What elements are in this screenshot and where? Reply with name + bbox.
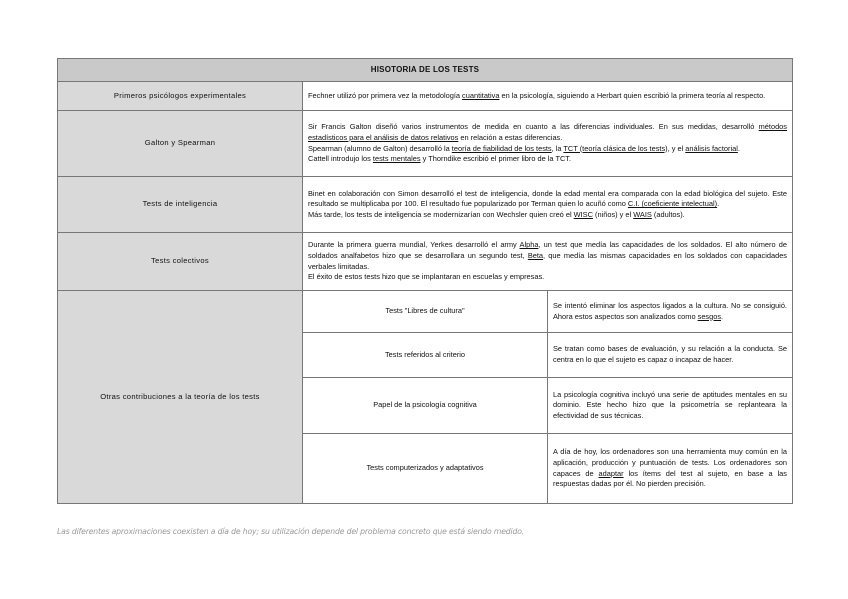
term-teoria-fiabilidad: teoría de fiabilidad de los tests [451,143,552,153]
category-primeros-psicologos: Primeros psicólogos experimentales [58,82,303,111]
table-caption: Las diferentes aproximaciones coexisten a día de hoy; su utilización depende del problema concreto que está siendo medido. [57,527,525,536]
subrow-desc-libres-cultura: Se intentó eliminar los aspectos ligados a la cultura. No se consiguió. Ahora estos aspectos son analizados como sesgos. [548,291,793,333]
subrow-label-computerizados: Tests computerizados y adaptativos [303,434,548,504]
description-galton-spearman: Sir Francis Galton diseñó varios instrumentos de medida en cuanto a las diferencias individuales. En sus medidas, desarrolló métodos estadísticos para el análisis de datos relativos en relación a estas diferencias. Spearman (alumno de Galton) desarrolló la teoría de fiabilidad de los tests, la TCT (teoría clásica de los tests), y el análisis factorial. Cattell introdujo los tests mentales y Thorndike escribió el primer libro de la TCT. [303,111,793,177]
link-cuantitativa: cuantitativa [462,90,500,100]
subrow-label-psicologia-cognitiva: Papel de la psicología cognitiva [303,378,548,434]
subrow-desc-referidos-criterio: Se tratan como bases de evaluación, y su relación a la conducta. Se centra en lo que el sujeto es capaz o incapaz de hacer. [548,333,793,378]
subrow-desc-computerizados: A día de hoy, los ordenadores son una herramienta muy común en la aplicación, producción y puntuación de tests. Los ordenadores son capaces de adaptar los ítems del test al sujeto, en base a las respuestas dadas por él. No pierden precisión. [548,434,793,504]
term-beta: Beta [527,250,544,260]
subrow-label-libres-cultura: Tests "Libres de cultura" [303,291,548,333]
term-analisis-factorial: análisis factorial [685,143,738,153]
term-wisc: WISC [573,209,593,219]
subrow-desc-psicologia-cognitiva: La psicología cognitiva incluyó una serie de aptitudes mentales en su dominio. Este hecho hizo que la psicometría se replanteara la efectividad de sus técnicas. [548,378,793,434]
category-galton-spearman: Galton y Spearman [58,111,303,177]
description-tests-inteligencia: Binet en colaboración con Simon desarrolló el test de inteligencia, donde la edad mental era comparada con la edad biológica del sujeto. Este resultado se multiplicaba por 100. El resultado fue popularizado por Terman quien lo acuñó como C.I. (coeficiente intelectual). Más tarde, los tests de inteligencia se modernizarían con Wechsler quien creó el WISC (niños) y el WAIS (adultos). [303,177,793,233]
subrow-label-referidos-criterio: Tests referidos al criterio [303,333,548,378]
category-tests-colectivos: Tests colectivos [58,233,303,291]
category-otras-contribuciones: Otras contribuciones a la teoría de los tests [58,291,303,504]
term-sesgos: sesgos [697,311,722,321]
category-tests-inteligencia: Tests de inteligencia [58,177,303,233]
table-title: HISOTORIA DE LOS TESTS [58,59,793,82]
term-adaptar: adaptar [598,468,624,478]
term-alpha: Alpha [519,240,539,250]
description-tests-colectivos: Durante la primera guerra mundial, Yerkes desarrolló el army Alpha, un test que medía las capacidades de los soldados. El alto número de soldados analfabetos hizo que se desarrollara un segundo test, Beta, que medía las mismas capacidades en los soldados con capacidades verbales limitadas. El éxito de estos tests hizo que se implantaran en escuelas y empresas. [303,233,793,291]
description-primeros-psicologos: Fechner utilizó por primera vez la metodología cuantitativa en la psicología, siguiendo a Herbart quien escribió la primera teoría al respecto. [303,82,793,111]
term-wais: WAIS [633,209,652,219]
history-table [57,58,793,504]
term-metodos-estadisticos: métodos estadísticos para el análisis de datos relativos [308,122,787,142]
term-ci: C.I. (coeficiente intelectual) [627,199,718,209]
term-tct: TCT (teoría clásica de los tests) [563,143,668,153]
term-tests-mentales: tests mentales [372,154,421,164]
